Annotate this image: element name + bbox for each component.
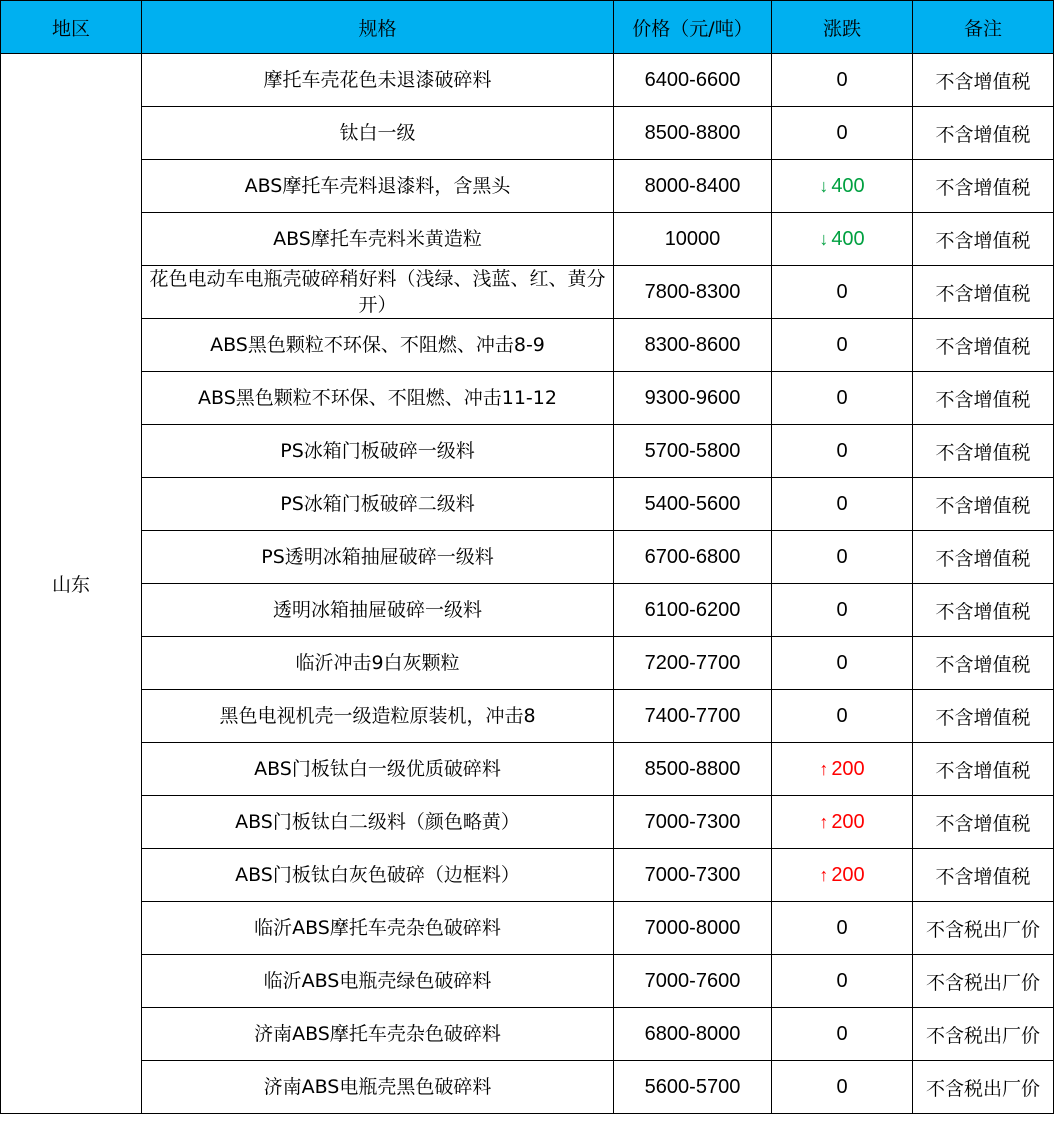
- change-value: 0: [836, 333, 848, 356]
- note-cell: 不含增值税: [913, 266, 1054, 319]
- price-cell: 5400-5600: [614, 478, 772, 531]
- price-cell: 7200-7700: [614, 637, 772, 690]
- note-cell: 不含增值税: [913, 107, 1054, 160]
- change-value: 0: [836, 386, 848, 409]
- arrow-up-icon: ↑: [819, 864, 829, 885]
- change-value: 0: [836, 280, 848, 303]
- note-cell: 不含增值税: [913, 849, 1054, 902]
- note-cell: 不含税出厂价: [913, 955, 1054, 1008]
- price-cell: 6400-6600: [614, 54, 772, 107]
- change-value: 0: [836, 916, 848, 939]
- change-cell: [772, 796, 913, 849]
- table-row: [1, 690, 1054, 743]
- note-cell: 不含增值税: [913, 796, 1054, 849]
- table-row: [1, 637, 1054, 690]
- change-value: 0: [836, 598, 848, 621]
- change-cell: [772, 531, 913, 584]
- spec-cell: PS透明冰箱抽屉破碎一级料: [142, 531, 614, 584]
- price-cell: 7800-8300: [614, 266, 772, 319]
- spec-cell: 济南ABS摩托车壳杂色破碎料: [142, 1008, 614, 1061]
- spec-cell: ABS摩托车壳料退漆料，含黑头: [142, 160, 614, 213]
- table-row: [1, 531, 1054, 584]
- price-cell: 7400-7700: [614, 690, 772, 743]
- table-row: [1, 160, 1054, 213]
- change-cell: [772, 266, 913, 319]
- table-row: [1, 902, 1054, 955]
- arrow-down-icon: ↓: [819, 228, 829, 249]
- arrow-up-icon: ↑: [819, 758, 829, 779]
- spec-cell: 摩托车壳花色未退漆破碎料: [142, 54, 614, 107]
- price-cell: 6800-8000: [614, 1008, 772, 1061]
- note-cell: 不含增值税: [913, 160, 1054, 213]
- change-cell: [772, 637, 913, 690]
- change-cell: [772, 319, 913, 372]
- change-cell: [772, 54, 913, 107]
- header-price: 价格（元/吨）: [614, 1, 772, 54]
- note-cell: 不含增值税: [913, 213, 1054, 266]
- spec-cell: 临沂ABS电瓶壳绿色破碎料: [142, 955, 614, 1008]
- change-value: 0: [836, 651, 848, 674]
- note-cell: 不含税出厂价: [913, 1008, 1054, 1061]
- spec-cell: 济南ABS电瓶壳黑色破碎料: [142, 1061, 614, 1114]
- table-row: [1, 425, 1054, 478]
- change-value: 0: [836, 969, 848, 992]
- change-value: 0: [836, 1022, 848, 1045]
- change-cell: [772, 955, 913, 1008]
- header-change: 涨跌: [772, 1, 913, 54]
- change-value: 400: [831, 174, 865, 197]
- note-cell: 不含税出厂价: [913, 1061, 1054, 1114]
- table-row: [1, 319, 1054, 372]
- change-value: 0: [836, 121, 848, 144]
- header-note: 备注: [913, 1, 1054, 54]
- change-cell: [772, 1061, 913, 1114]
- price-cell: 8300-8600: [614, 319, 772, 372]
- note-cell: 不含增值税: [913, 372, 1054, 425]
- table-row: [1, 955, 1054, 1008]
- table-row: [1, 107, 1054, 160]
- header-region: 地区: [1, 1, 142, 54]
- price-cell: 7000-7300: [614, 849, 772, 902]
- spec-cell: 临沂冲击9白灰颗粒: [142, 637, 614, 690]
- table-row: [1, 584, 1054, 637]
- spec-cell: PS冰箱门板破碎二级料: [142, 478, 614, 531]
- spec-cell: 透明冰箱抽屉破碎一级料: [142, 584, 614, 637]
- spec-cell: ABS摩托车壳料米黄造粒: [142, 213, 614, 266]
- table-row: [1, 849, 1054, 902]
- note-cell: 不含增值税: [913, 425, 1054, 478]
- change-cell: [772, 478, 913, 531]
- change-cell: [772, 1008, 913, 1061]
- spec-cell: 钛白一级: [142, 107, 614, 160]
- change-cell: [772, 690, 913, 743]
- change-cell: [772, 160, 913, 213]
- note-cell: 不含增值税: [913, 743, 1054, 796]
- spec-cell: 花色电动车电瓶壳破碎稍好料（浅绿、浅蓝、红、黄分开）: [142, 266, 614, 319]
- change-value: 200: [831, 863, 865, 886]
- change-value: 0: [836, 704, 848, 727]
- change-cell: [772, 107, 913, 160]
- arrow-up-icon: ↑: [819, 811, 829, 832]
- table-row: [1, 796, 1054, 849]
- spec-cell: ABS黑色颗粒不环保、不阻燃、冲击11-12: [142, 372, 614, 425]
- table-row: [1, 266, 1054, 319]
- price-cell: 7000-7300: [614, 796, 772, 849]
- spec-cell: ABS黑色颗粒不环保、不阻燃、冲击8-9: [142, 319, 614, 372]
- change-cell: [772, 213, 913, 266]
- spec-cell: ABS门板钛白二级料（颜色略黄）: [142, 796, 614, 849]
- note-cell: 不含增值税: [913, 478, 1054, 531]
- price-cell: 10000: [614, 213, 772, 266]
- change-value: 0: [836, 545, 848, 568]
- table-row: [1, 54, 1054, 107]
- spec-cell: ABS门板钛白灰色破碎（边框料）: [142, 849, 614, 902]
- table-row: [1, 1061, 1054, 1114]
- price-cell: 9300-9600: [614, 372, 772, 425]
- table-row: [1, 478, 1054, 531]
- change-value: 200: [831, 810, 865, 833]
- change-value: 200: [831, 757, 865, 780]
- note-cell: 不含增值税: [913, 319, 1054, 372]
- header-row: [1, 1, 1054, 54]
- spec-cell: PS冰箱门板破碎一级料: [142, 425, 614, 478]
- price-cell: 5600-5700: [614, 1061, 772, 1114]
- change-cell: [772, 425, 913, 478]
- price-cell: 6100-6200: [614, 584, 772, 637]
- header-spec: 规格: [142, 1, 614, 54]
- change-cell: [772, 584, 913, 637]
- arrow-down-icon: ↓: [819, 175, 829, 196]
- spec-cell: 黑色电视机壳一级造粒原装机，冲击8: [142, 690, 614, 743]
- table-body: [1, 54, 1054, 1114]
- note-cell: 不含增值税: [913, 531, 1054, 584]
- table-row: [1, 1008, 1054, 1061]
- note-cell: 不含增值税: [913, 637, 1054, 690]
- note-cell: 不含增值税: [913, 690, 1054, 743]
- note-cell: 不含增值税: [913, 54, 1054, 107]
- price-cell: 7000-8000: [614, 902, 772, 955]
- change-cell: [772, 902, 913, 955]
- change-cell: [772, 849, 913, 902]
- change-value: 400: [831, 227, 865, 250]
- price-cell: 8000-8400: [614, 160, 772, 213]
- region-cell: 山东: [1, 54, 142, 1114]
- price-cell: 5700-5800: [614, 425, 772, 478]
- change-cell: [772, 743, 913, 796]
- change-value: 0: [836, 439, 848, 462]
- table-row: [1, 213, 1054, 266]
- spec-cell: ABS门板钛白一级优质破碎料: [142, 743, 614, 796]
- change-value: 0: [836, 1075, 848, 1098]
- spec-cell: 临沂ABS摩托车壳杂色破碎料: [142, 902, 614, 955]
- table-row: [1, 743, 1054, 796]
- change-value: 0: [836, 68, 848, 91]
- price-cell: 8500-8800: [614, 107, 772, 160]
- price-cell: 8500-8800: [614, 743, 772, 796]
- price-cell: 6700-6800: [614, 531, 772, 584]
- note-cell: 不含税出厂价: [913, 902, 1054, 955]
- price-cell: 7000-7600: [614, 955, 772, 1008]
- table-row: [1, 372, 1054, 425]
- change-value: 0: [836, 492, 848, 515]
- change-cell: [772, 372, 913, 425]
- note-cell: 不含增值税: [913, 584, 1054, 637]
